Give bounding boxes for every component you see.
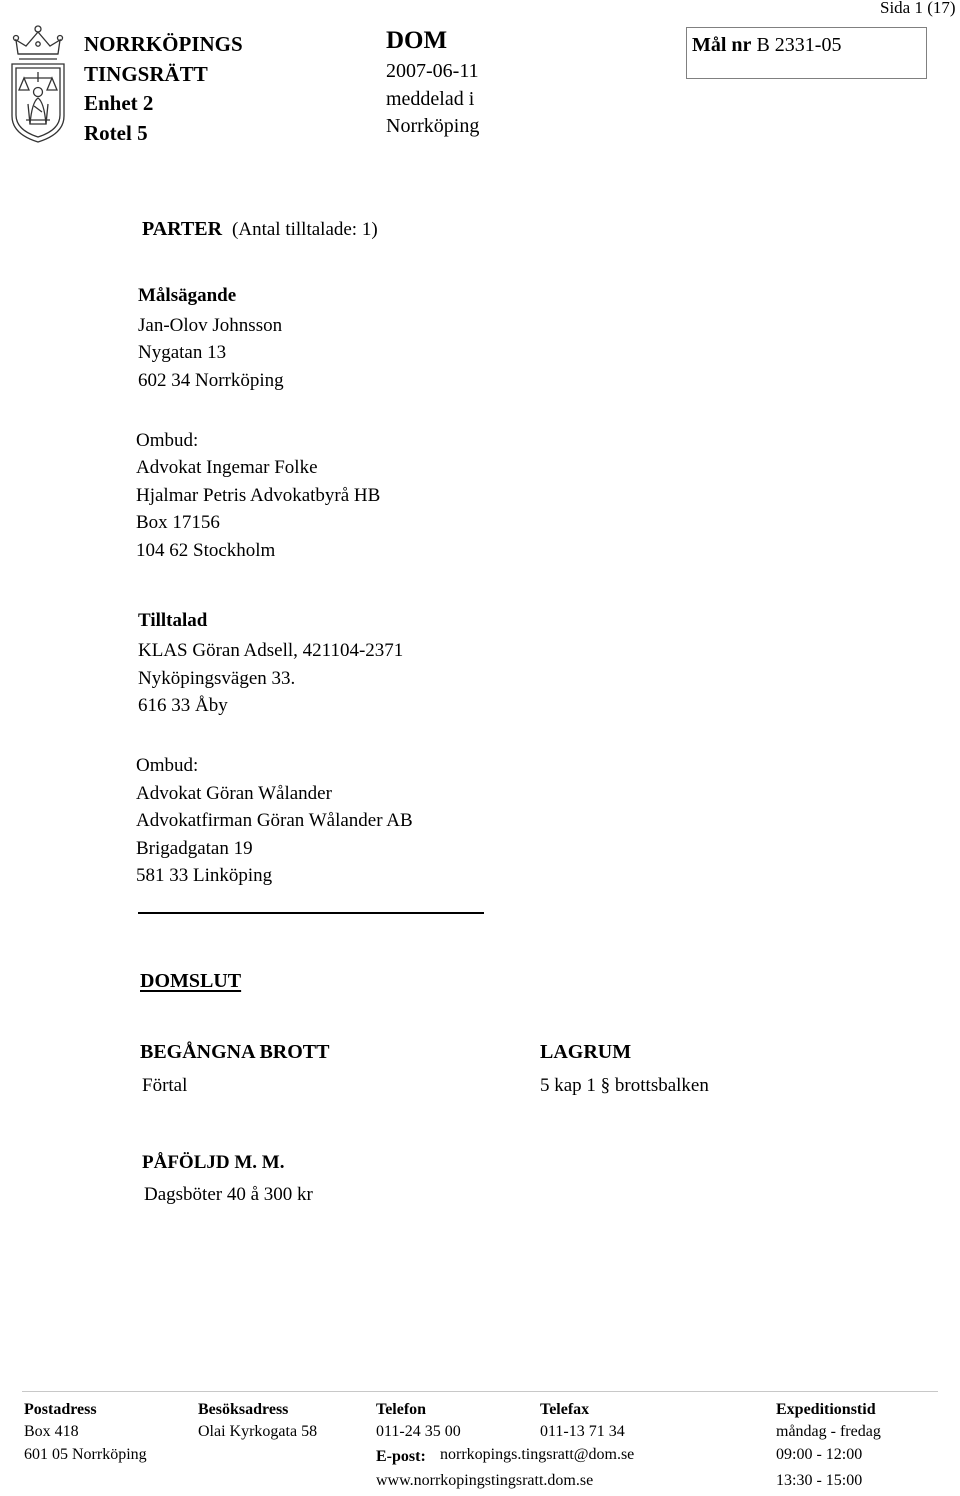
plaintiff-counsel-line: Hjalmar Petris Advokatbyrå HB (136, 485, 381, 506)
plaintiff-line: Jan-Olov Johnsson (138, 315, 283, 336)
footer-fax-heading: Telefax (540, 1401, 590, 1418)
plaintiff-line: Nygatan 13 (138, 342, 227, 363)
plaintiff-line: 602 34 Norrköping (138, 370, 284, 391)
court-unit: Enhet 2 (84, 91, 154, 115)
sanction-value: Dagsböter 40 å 300 kr (144, 1184, 313, 1205)
case-number-label: Mål nr (692, 34, 752, 56)
case-number-value: B 2331-05 (756, 34, 842, 56)
footer-fax-value: 011-13 71 34 (540, 1423, 625, 1440)
court-crest-logo (4, 20, 72, 144)
defendant-counsel-line: Brigadgatan 19 (136, 838, 253, 859)
footer-hours-line: 13:30 - 15:00 (776, 1472, 863, 1489)
plaintiff-counsel-line: 104 62 Stockholm (136, 540, 276, 561)
footer-postal-heading: Postadress (24, 1401, 97, 1418)
section-divider (138, 912, 484, 914)
crime-value: Förtal (142, 1075, 188, 1096)
plaintiff-counsel-line: Advokat Ingemar Folke (136, 457, 318, 478)
footer-hours-line: 09:00 - 12:00 (776, 1446, 863, 1463)
defendant-counsel-line: Advokatfirman Göran Wålander AB (136, 810, 413, 831)
parties-heading-row (142, 218, 378, 241)
document-issued: meddelad i (386, 88, 475, 110)
law-heading: LAGRUM (540, 1041, 632, 1063)
footer-visit-line: Olai Kyrkogata 58 (198, 1423, 318, 1440)
defendant-counsel-line: 581 33 Linköping (136, 865, 273, 886)
defendant-counsel-line: Advokat Göran Wålander (136, 783, 332, 804)
footer-phone-value: 011-24 35 00 (376, 1423, 461, 1440)
defendant-heading: Tilltalad (138, 610, 208, 631)
document-date: 2007-06-11 (386, 60, 479, 82)
footer-visit-heading: Besöksadress (198, 1401, 289, 1418)
defendant-line: 616 33 Åby (138, 695, 228, 716)
footer-hours-line: måndag - fredag (776, 1423, 881, 1440)
plaintiff-counsel-line: Box 17156 (136, 512, 220, 533)
defendant-line: Nyköpingsvägen 33. (138, 668, 296, 689)
plaintiff-counsel-label: Ombud: (136, 430, 199, 451)
footer-rule (22, 1391, 938, 1392)
plaintiff-heading: Målsägande (138, 285, 237, 306)
footer-hours-heading: Expeditionstid (776, 1401, 876, 1418)
footer-email-label: E-post: (376, 1448, 426, 1465)
crimes-heading: BEGÅNGNA BROTT (140, 1041, 330, 1063)
ruling-heading: DOMSLUT (140, 970, 242, 992)
footer-postal-line: 601 05 Norrköping (24, 1446, 147, 1463)
footer-postal-line: Box 418 (24, 1423, 79, 1440)
court-name-line1: NORRKÖPINGS (84, 32, 243, 56)
court-rotel: Rotel 5 (84, 121, 148, 145)
document-place: Norrköping (386, 115, 480, 137)
case-number (692, 34, 841, 57)
page-indicator: Sida 1 (17) (880, 0, 956, 17)
defendant-line: KLAS Göran Adsell, 421104-2371 (138, 640, 404, 661)
footer-phone-heading: Telefon (376, 1401, 427, 1418)
parties-heading: PARTER (142, 218, 223, 240)
defendant-counsel-label: Ombud: (136, 755, 199, 776)
footer-website-link[interactable]: www.norrkopingstingsratt.dom.se (376, 1472, 594, 1489)
document-type: DOM (386, 27, 448, 54)
parties-count-note: (Antal tilltalade: 1) (232, 219, 378, 240)
court-name-line2: TINGSRÄTT (84, 62, 208, 86)
law-value: 5 kap 1 § brottsbalken (540, 1075, 709, 1096)
footer-email-link[interactable]: norrkopings.tingsratt@dom.se (440, 1446, 635, 1463)
sanction-heading: PÅFÖLJD M. M. (142, 1152, 285, 1173)
